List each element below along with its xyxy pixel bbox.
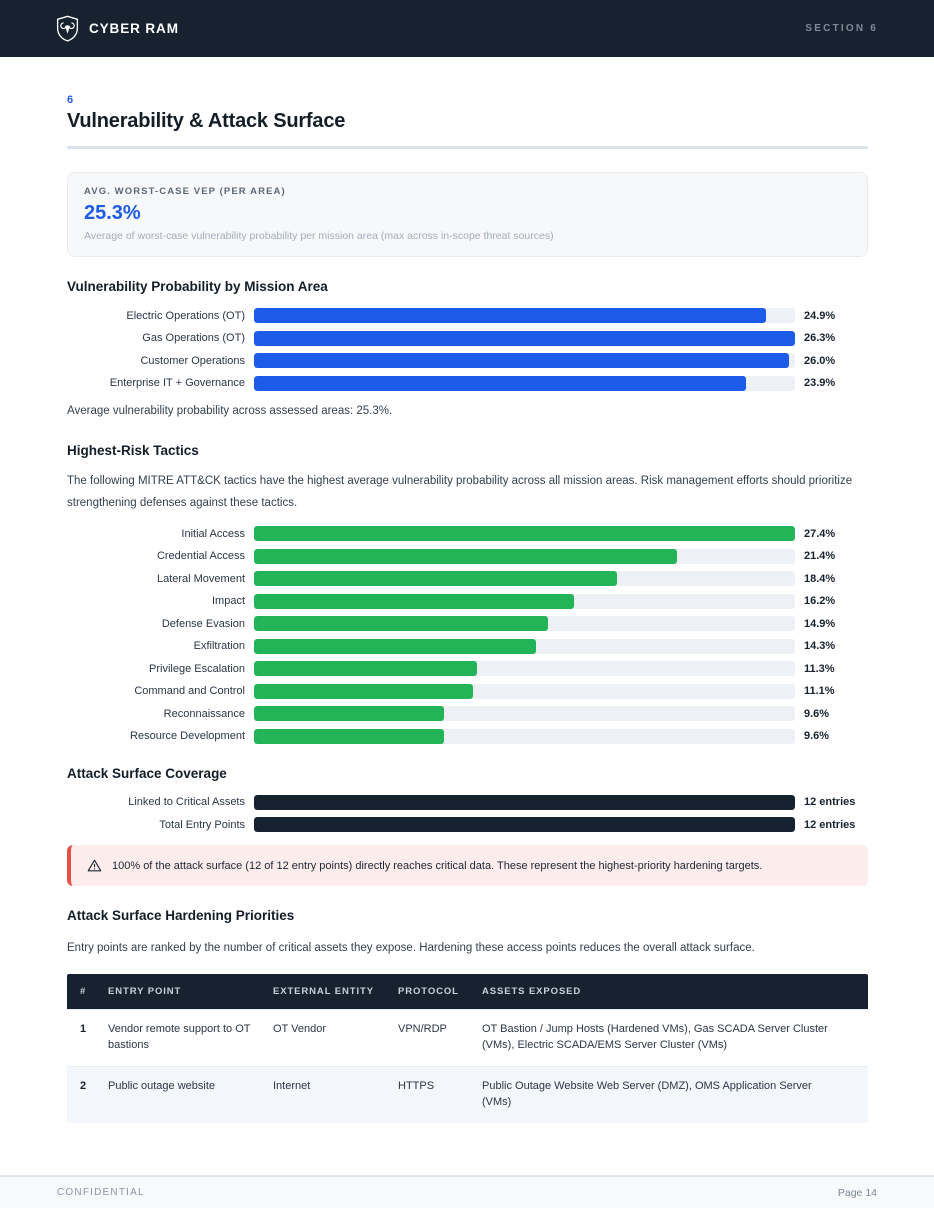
bar-track [254,526,795,541]
bar-fill [254,616,548,631]
bar-track [254,684,795,699]
mission-chart-note: Average vulnerability probability across assessed areas: 25.3%. [67,404,393,417]
mission-chart-heading: Vulnerability Probability by Mission Area [67,279,328,294]
bar-label: Defense Evasion [161,617,245,630]
bar-label: Impact [211,595,245,608]
cell-rank: 1 [80,1022,87,1035]
bar-row [67,526,868,541]
bar-label: Enterprise IT + Governance [109,377,245,389]
bar-value: 12 entries [804,818,856,831]
bar-fill [254,331,795,346]
table-header-row [67,974,868,1009]
hardening-intro: Entry points are ranked by the number of critical assets they expose. Hardening these access points reduces the overall attack surface. [67,942,755,955]
table-column-header: ENTRY POINT [108,985,182,997]
table-row [67,1066,868,1123]
bar-fill [254,661,477,676]
bar-label: Credential Access [156,550,245,563]
bar-row [67,706,868,721]
brand-name: CYBER RAM [89,21,179,36]
bar-label: Reconnaissance [163,707,245,720]
bar-track [254,353,795,368]
hardening-heading: Attack Surface Hardening Priorities [67,908,295,924]
table-row [67,1009,868,1066]
bar-track [254,661,795,676]
bar-row [67,795,868,810]
cell-external-entity: Internet [273,1079,311,1092]
bar-track [254,331,795,346]
bar-row [67,308,868,323]
bar-label: Lateral Movement [156,572,245,585]
bar-track [254,706,795,721]
bar-row [67,571,868,586]
section-tag: SECTION 6 [805,23,878,34]
bar-value: 24.9% [804,309,836,322]
bar-value: 21.4% [804,550,836,563]
cell-rank: 2 [80,1079,87,1092]
bar-track [254,639,795,654]
warning-text: 100% of the attack surface (12 of 12 entry points) directly reaches critical data. These represent the highest-priority hardening targets. [112,859,763,872]
bar-fill [254,795,795,810]
bar-track [254,549,795,564]
bar-track [254,817,795,832]
page-title: Vulnerability & Attack Surface [67,110,346,132]
cell-external-entity: OT Vendor [273,1022,326,1035]
bar-row [67,729,868,744]
confidential-label: CONFIDENTIAL [57,1187,145,1198]
stat-value: 25.3% [84,202,141,224]
bar-fill [254,639,536,654]
page-number: Page 14 [837,1186,877,1199]
bar-track [254,571,795,586]
bar-label: Electric Operations (OT) [126,309,245,322]
cell-assets-exposed: Public Outage Website Web Server (DMZ), OMS Application Server (VMs) [482,1079,812,1108]
bar-value: 12 entries [804,796,856,809]
bar-label: Command and Control [134,685,245,698]
bar-label: Resource Development [130,730,245,743]
bar-fill [254,353,789,368]
table-column-header: EXTERNAL ENTITY [273,985,374,997]
bar-row [67,353,868,368]
table-column-header: ASSETS EXPOSED [482,985,582,997]
coverage-bar-chart [67,795,868,833]
bar-track [254,729,795,744]
coverage-heading: Attack Surface Coverage [67,765,227,781]
brand [56,15,179,42]
bar-row [67,639,868,654]
bar-label: Linked to Critical Assets [128,796,245,809]
bar-value: 27.4% [804,527,836,540]
footer-bar [0,1175,934,1208]
report-content [0,57,934,1123]
bar-track [254,594,795,609]
bar-value: 14.9% [804,617,836,630]
stat-description: Average of worst-case vulnerability probability per mission area (max across in-scope threat sources) [84,230,554,242]
bar-row [67,594,868,609]
bar-value: 23.9% [804,377,836,389]
bar-value: 18.4% [804,572,836,585]
bar-fill [254,706,444,721]
cell-protocol: VPN/RDP [398,1022,447,1035]
table-body [67,1009,868,1123]
bar-value: 26.0% [804,354,836,367]
bar-fill [254,571,617,586]
hardening-table [67,974,868,1123]
bar-fill [254,594,574,609]
bar-row [67,616,868,631]
bar-fill [254,376,746,391]
bar-fill [254,308,766,323]
bar-value: 11.1% [804,685,835,698]
tactics-intro: The following MITRE ATT&CK tactics have the highest average vulnerability probability across all mission areas. Risk management efforts should prioritize strengthening defenses against these tactics. [67,474,853,509]
tactics-heading: Highest-Risk Tactics [67,442,199,458]
warning-triangle-icon [87,858,102,873]
bar-value: 16.2% [804,595,836,608]
title-divider [67,146,868,149]
bar-label: Initial Access [181,527,245,540]
bar-fill [254,817,795,832]
bar-fill [254,526,795,541]
stat-label: AVG. WORST-CASE VEP (PER AREA) [84,186,286,197]
bar-label: Gas Operations (OT) [142,332,245,344]
bar-track [254,308,795,323]
bar-row [67,549,868,564]
bar-label: Exfiltration [193,640,245,653]
cell-protocol: HTTPS [398,1079,435,1092]
bar-row [67,661,868,676]
bar-track [254,376,795,391]
shield-ram-logo-icon [56,15,79,42]
cell-assets-exposed: OT Bastion / Jump Hosts (Hardened VMs), Gas SCADA Server Cluster (VMs), Electric SCADA/EMS Server Cluster (VMs) [482,1022,828,1051]
mission-bar-chart [67,308,868,391]
bar-label: Customer Operations [140,354,245,367]
cell-entry-point: Public outage website [108,1079,216,1092]
bar-value: 11.3% [804,662,835,675]
bar-value: 9.6% [804,707,830,720]
header-bar [0,0,934,57]
bar-row [67,817,868,832]
bar-track [254,616,795,631]
bar-label: Privilege Escalation [149,662,245,675]
bar-value: 9.6% [804,730,830,743]
bar-row [67,331,868,346]
bar-value: 14.3% [804,640,836,653]
bar-row [67,684,868,699]
stat-card [67,172,868,257]
tactics-bar-chart [67,526,868,744]
warning-callout [67,845,868,886]
table-column-header: PROTOCOL [398,985,459,997]
bar-fill [254,684,473,699]
section-number: 6 [67,94,74,106]
bar-track [254,795,795,810]
bar-value: 26.3% [804,332,836,344]
cell-entry-point: Vendor remote support to OT bastions [108,1022,251,1051]
bar-row [67,376,868,391]
table-column-header: # [80,985,87,997]
bar-fill [254,729,444,744]
bar-label: Total Entry Points [159,818,245,831]
bar-fill [254,549,677,564]
